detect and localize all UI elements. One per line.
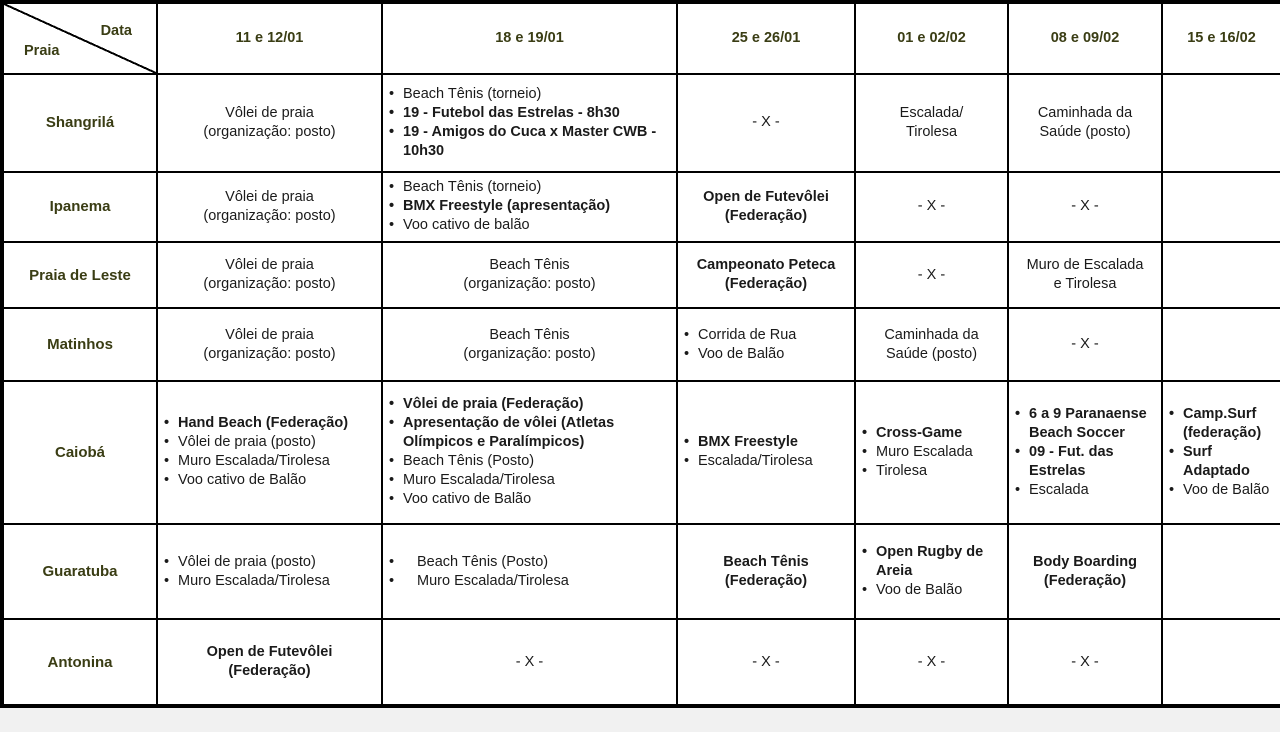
- schedule-cell: - X -: [1008, 172, 1162, 242]
- cell-line: Escalada/: [899, 104, 964, 121]
- cell-line: Beach Tênis: [723, 553, 809, 570]
- schedule-cell: [382, 242, 677, 308]
- beach-name: Antonina: [2, 619, 157, 706]
- event-list: [1167, 405, 1276, 500]
- event-item: • Vôlei de praia (posto): [162, 553, 377, 572]
- header-row: [2, 2, 1280, 74]
- schedule-cell: [855, 74, 1008, 172]
- event-list: [1013, 405, 1157, 500]
- cell-line: (organização: posto): [463, 276, 596, 293]
- cell-line: Caminhada da: [1037, 104, 1133, 121]
- schedule-cell: [157, 242, 382, 308]
- cell-line: (Federação): [724, 572, 808, 589]
- schedule-cell: [382, 524, 677, 620]
- schedule-cell: [855, 524, 1008, 620]
- cell-line: Campeonato Peteca: [696, 257, 836, 274]
- cell-line: Caminhada da: [884, 326, 979, 343]
- cell-line: (organização: posto): [203, 345, 336, 362]
- event-item: • Vôlei de praia (posto): [162, 433, 377, 452]
- schedule-cell: [855, 308, 1008, 380]
- cell-line: Beach Tênis: [489, 257, 570, 274]
- event-item: • Beach Tênis (torneio): [387, 85, 672, 104]
- schedule-cell: [157, 619, 382, 706]
- row-shangrila: [2, 74, 1280, 172]
- cell-line: Saúde (posto): [1039, 123, 1131, 140]
- cell-line: Vôlei de praia: [225, 257, 314, 274]
- schedule-cell: - X -: [677, 74, 855, 172]
- event-item: • Beach Tênis (Posto): [387, 553, 672, 572]
- event-item: • Voo de Balão: [682, 345, 850, 364]
- schedule-cell: [1162, 172, 1280, 242]
- row-praia-de-leste: [2, 242, 1280, 308]
- schedule-cell: [1162, 242, 1280, 308]
- schedule-cell: [382, 172, 677, 242]
- cell-line: (organização: posto): [203, 123, 336, 140]
- cell-line: Open de Futevôlei: [206, 644, 333, 661]
- schedule-cell: [677, 242, 855, 308]
- schedule-cell: [157, 381, 382, 524]
- event-list: [387, 85, 672, 161]
- cell-line: Vôlei de praia: [225, 326, 314, 343]
- schedule-cell: - X -: [855, 172, 1008, 242]
- event-item: • Muro Escalada: [860, 443, 1003, 462]
- cell-line: Open de Futevôlei: [703, 188, 829, 205]
- event-item: • Corrida de Rua: [682, 326, 850, 345]
- beach-name: Matinhos: [2, 308, 157, 380]
- event-list: [387, 178, 672, 235]
- schedule-cell: - X -: [677, 619, 855, 706]
- event-item: • Cross-Game: [860, 424, 1003, 443]
- schedule-cell: [1162, 74, 1280, 172]
- event-item: • Voo cativo de Balão: [387, 490, 672, 509]
- schedule-cell: [1008, 381, 1162, 524]
- beach-name: Caiobá: [2, 381, 157, 524]
- event-item: • Tirolesa: [860, 462, 1003, 481]
- cell-line: Beach Tênis: [489, 326, 570, 343]
- schedule-cell: - X -: [855, 619, 1008, 706]
- schedule-cell: - X -: [855, 242, 1008, 308]
- date-header: 25 e 26/01: [677, 2, 855, 74]
- cell-line: e Tirolesa: [1053, 276, 1117, 293]
- event-item: • Camp.Surf (federação): [1167, 405, 1276, 443]
- event-item: • Voo de Balão: [1167, 481, 1276, 500]
- schedule-cell: [1162, 619, 1280, 706]
- event-item: • Beach Tênis (torneio): [387, 178, 672, 197]
- event-item: • BMX Freestyle (apresentação): [387, 197, 672, 216]
- cell-line: (Federação): [1043, 572, 1127, 589]
- event-item: • Voo cativo de Balão: [162, 471, 377, 490]
- schedule-cell: [1008, 74, 1162, 172]
- event-list: [387, 395, 672, 509]
- beach-name: Ipanema: [2, 172, 157, 242]
- date-header: 15 e 16/02: [1162, 2, 1280, 74]
- schedule-cell: - X -: [1008, 619, 1162, 706]
- event-list: [682, 433, 850, 471]
- event-item: • 6 a 9 Paranaense Beach Soccer: [1013, 405, 1157, 443]
- event-list: [387, 553, 672, 591]
- cell-line: (Federação): [228, 663, 311, 680]
- event-item: • Muro Escalada/Tirolesa: [162, 572, 377, 591]
- cell-line: (Federação): [724, 207, 808, 224]
- event-item: • 19 - Futebol das Estrelas - 8h30: [387, 104, 672, 123]
- schedule-cell: [157, 524, 382, 620]
- schedule-cell: [677, 308, 855, 380]
- schedule-cell: [1162, 308, 1280, 380]
- schedule-cell: [855, 381, 1008, 524]
- date-header: 18 e 19/01: [382, 2, 677, 74]
- date-header: 01 e 02/02: [855, 2, 1008, 74]
- cell-line: (organização: posto): [463, 345, 596, 362]
- event-item: • Vôlei de praia (Federação): [387, 395, 672, 414]
- schedule-cell: [1162, 381, 1280, 524]
- row-guaratuba: [2, 524, 1280, 620]
- cell-line: Tirolesa: [905, 123, 958, 140]
- cell-line: (organização: posto): [203, 276, 336, 293]
- event-list: [860, 424, 1003, 481]
- event-item: • Surf Adaptado: [1167, 443, 1276, 481]
- row-caioba: [2, 381, 1280, 524]
- schedule-cell: [677, 172, 855, 242]
- schedule-cell: [382, 308, 677, 380]
- schedule-cell: [1008, 242, 1162, 308]
- beach-name: Shangrilá: [2, 74, 157, 172]
- schedule-cell: [157, 74, 382, 172]
- event-item: • Muro Escalada/Tirolesa: [387, 572, 672, 591]
- cell-line: (Federação): [724, 276, 808, 293]
- event-item: • Muro Escalada/Tirolesa: [162, 452, 377, 471]
- corner-header: [2, 2, 157, 74]
- row-antonina: [2, 619, 1280, 706]
- event-item: • Hand Beach (Federação): [162, 414, 377, 433]
- beach-name: Praia de Leste: [2, 242, 157, 308]
- schedule-cell: [382, 74, 677, 172]
- cell-line: (organização: posto): [203, 207, 336, 224]
- event-item: • Escalada: [1013, 481, 1157, 500]
- event-item: • Voo cativo de balão: [387, 216, 672, 235]
- event-list: [860, 543, 1003, 600]
- row-ipanema: [2, 172, 1280, 242]
- date-header: 11 e 12/01: [157, 2, 382, 74]
- event-list: [162, 414, 377, 490]
- event-item: • Escalada/Tirolesa: [682, 452, 850, 471]
- date-header: 08 e 09/02: [1008, 2, 1162, 74]
- event-item: • 09 - Fut. das Estrelas: [1013, 443, 1157, 481]
- schedule-cell: [1008, 524, 1162, 620]
- schedule-cell: [157, 308, 382, 380]
- event-list: [682, 326, 850, 364]
- beach-name: Guaratuba: [2, 524, 157, 620]
- schedule-cell: - X -: [382, 619, 677, 706]
- event-item: • Open Rugby de Areia: [860, 543, 1003, 581]
- schedule-cell: [1162, 524, 1280, 620]
- event-item: • Beach Tênis (Posto): [387, 452, 672, 471]
- event-item: • Apresentação de vôlei (Atletas Olímpicos e Paralímpicos): [387, 414, 672, 452]
- row-matinhos: [2, 308, 1280, 380]
- schedule-cell: [677, 524, 855, 620]
- corner-label-praia: Praia: [24, 43, 60, 59]
- cell-line: Vôlei de praia: [225, 104, 314, 121]
- corner-label-data: Data: [100, 23, 132, 39]
- schedule-cell: [382, 381, 677, 524]
- schedule-cell: - X -: [1008, 308, 1162, 380]
- schedule-cell: [157, 172, 382, 242]
- event-item: • Voo de Balão: [860, 581, 1003, 600]
- event-item: • BMX Freestyle: [682, 433, 850, 452]
- cell-line: Muro de Escalada: [1026, 257, 1144, 274]
- cell-line: Saúde (posto): [885, 345, 978, 362]
- schedule-cell: [677, 381, 855, 524]
- cell-line: Body Boarding: [1033, 553, 1137, 570]
- event-list: [162, 553, 377, 591]
- event-item: • 19 - Amigos do Cuca x Master CWB - 10h30: [387, 123, 672, 161]
- cell-line: Vôlei de praia: [225, 188, 314, 205]
- event-item: • Muro Escalada/Tirolesa: [387, 471, 672, 490]
